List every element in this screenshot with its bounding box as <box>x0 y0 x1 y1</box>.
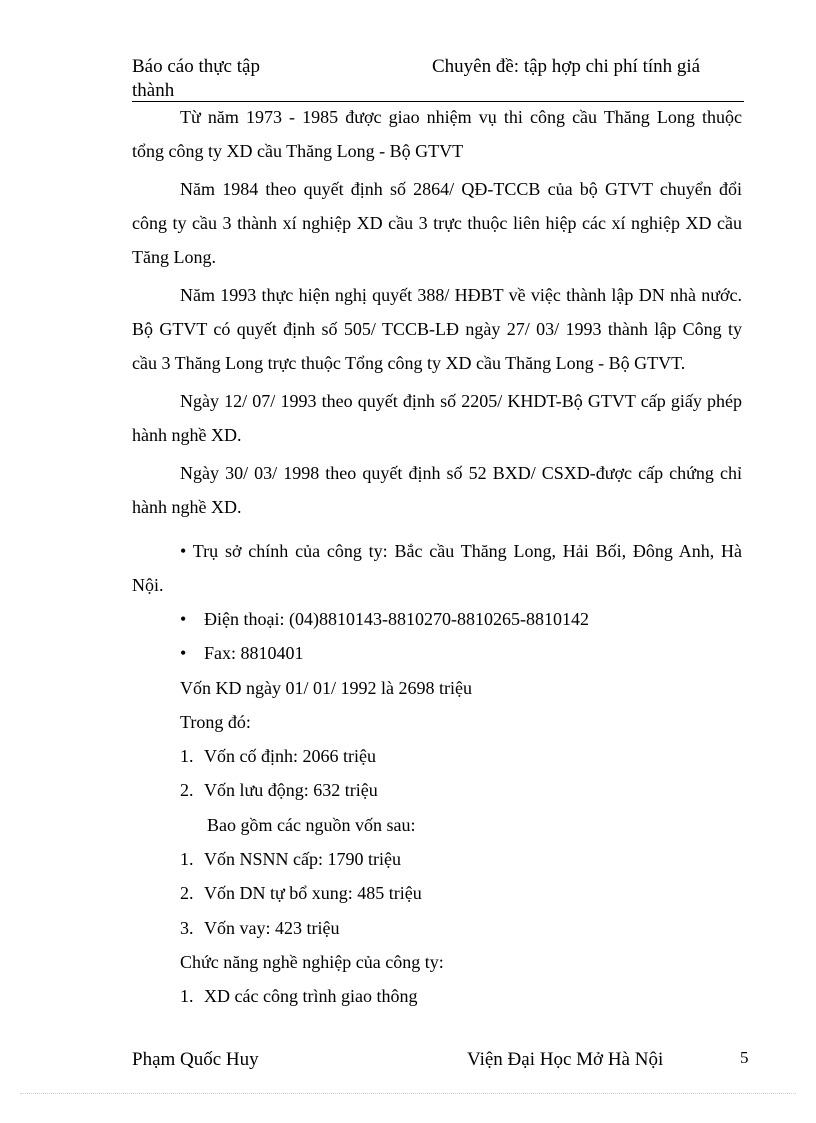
paragraph: Năm 1984 theo quyết định số 2864/ QĐ-TCCB của bộ GTVT chuyển đổi công ty cầu 3 thành xí nghiệp XD cầu 3 trực thuộc liên hiệp các xí nghiệp XD cầu Tăng Long. <box>132 179 742 267</box>
page-number: 5 <box>740 1048 749 1067</box>
list-text: Vốn cố định: 2066 triệu <box>204 746 376 767</box>
list-text: Vốn NSNN cấp: 1790 triệu <box>204 849 401 870</box>
capital-line: Vốn KD ngày 01/ 01/ 1992 là 2698 triệu <box>180 677 472 698</box>
list-number: 1. <box>180 746 194 767</box>
paragraph: Ngày 30/ 03/ 1998 theo quyết định số 52 BXD/ CSXD-được cấp chứng chỉ hành nghề XD. <box>132 463 742 517</box>
list-text: XD các công trình giao thông <box>204 986 418 1007</box>
list-item <box>132 876 742 910</box>
list-text: Vốn lưu động: 632 triệu <box>204 780 378 801</box>
list-number: 2. <box>180 883 194 904</box>
bullet-icon: • <box>180 643 187 664</box>
list-item <box>132 842 742 876</box>
footer-author: Phạm Quốc Huy <box>132 1049 259 1070</box>
list-text: Vốn vay: 423 triệu <box>204 917 340 938</box>
header-right: Chuyên đề: tập hợp chi phí tính giá <box>432 56 701 77</box>
list-item <box>132 911 742 945</box>
bullet-text: Trụ sở chính của công ty: Bắc cầu Thăng Long, Hải Bối, Đông Anh, Hà Nội. <box>132 541 742 595</box>
header-left-continuation: thành <box>132 80 175 101</box>
bullet-item <box>132 636 742 670</box>
list-item <box>132 979 742 1013</box>
bullet-text: Điện thoại: (04)8810143-8810270-8810265-8810142 <box>204 609 589 629</box>
footer-institution: Viện Đại Học Mở Hà Nội <box>467 1049 664 1070</box>
paragraph: Ngày 12/ 07/ 1993 theo quyết định số 2205/ KHDT-Bộ GTVT cấp giấy phép hành nghề XD. <box>132 391 742 445</box>
document-body <box>132 100 742 1014</box>
bullet-text: Fax: 8810401 <box>204 643 304 664</box>
bullet-icon: • <box>180 609 187 629</box>
bullet-icon: • <box>180 541 187 561</box>
list-text: Vốn DN tự bổ xung: 485 triệu <box>204 883 422 904</box>
functions-heading: Chức năng nghề nghiệp của công ty: <box>180 951 444 972</box>
list-number: 2. <box>180 780 194 801</box>
sources-heading: Bao gồm các nguồn vốn sau: <box>207 814 416 835</box>
list-number: 3. <box>180 917 194 938</box>
bullet-item <box>132 602 742 636</box>
page-bottom-edge <box>20 1093 796 1094</box>
paragraph: Năm 1993 thực hiện nghị quyết 388/ HĐBT về việc thành lập DN nhà nước. Bộ GTVT có quyết định số 505/ TCCB-LĐ ngày 27/ 03/ 1993 thành lập Công ty cầu 3 Thăng Long trực thuộc Tổng công ty XD cầu Thăng Long - Bộ GTVT. <box>132 285 742 373</box>
list-number: 1. <box>180 986 194 1007</box>
list-item <box>132 739 742 773</box>
paragraph: Từ năm 1973 - 1985 được giao nhiệm vụ thi công cầu Thăng Long thuộc tổng công ty XD cầu Thăng Long - Bộ GTVT <box>132 107 742 161</box>
bullet-item <box>132 534 742 602</box>
header-left: Báo cáo thực tập <box>132 56 260 77</box>
list-number: 1. <box>180 849 194 870</box>
list-item <box>132 773 742 807</box>
in-which-label: Trong đó: <box>180 711 251 732</box>
